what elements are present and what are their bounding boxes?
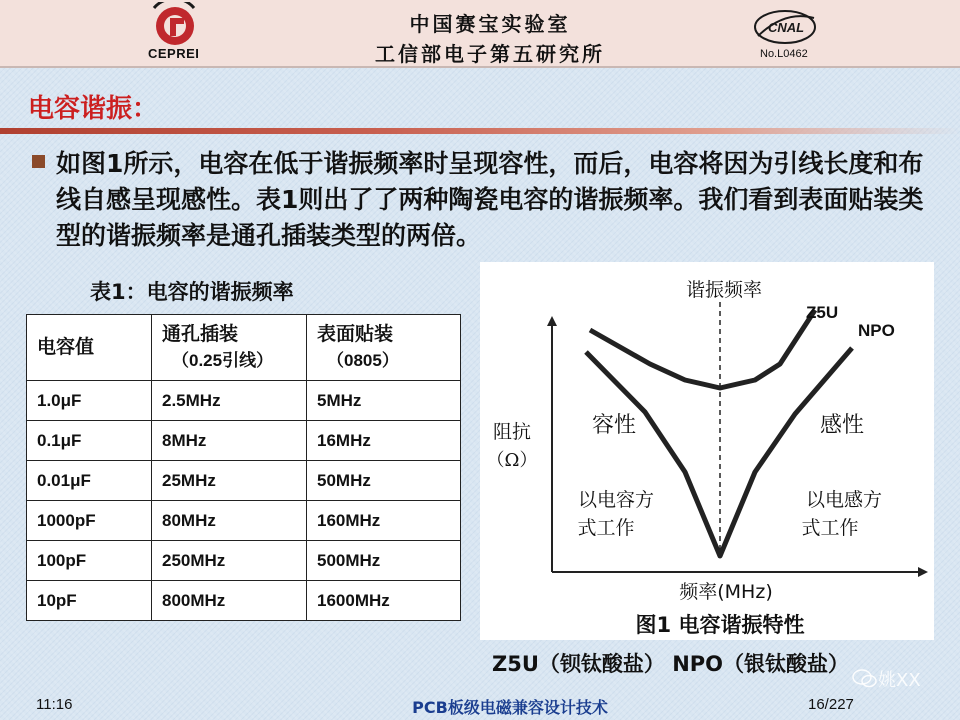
watermark-text: 姚XX [878,670,921,691]
table-row [27,461,461,501]
table-cell: 1600MHz [307,581,461,621]
table-cell: 16MHz [307,421,461,461]
slide-header [0,0,960,68]
org-name-line1: 中国赛宝实验室 [409,12,571,36]
table-caption: 表1：电容的谐振频率 [90,280,294,304]
page-number: 16/227 [808,696,854,713]
resonance-figure [480,262,934,640]
table-row [27,381,461,421]
org-name-line2: 工信部电子第五研究所 [375,42,605,66]
impedance-label: 阻抗 [492,421,532,443]
table-cell: 0.01μF [27,461,152,501]
npo-label: NPO [858,321,895,340]
capacitive-desc-line2: 式工作 [577,517,635,539]
z5u-curve [590,310,815,388]
table-cell: 25MHz [152,461,307,501]
inductive-label: 感性 [819,413,865,438]
table-cell: 100pF [27,541,152,581]
footer-title: PCB板级电磁兼容设计技术 [412,698,608,717]
table-cell: 800MHz [152,581,307,621]
capacitive-label: 容性 [591,413,637,438]
capacitive-desc-line1: 以电容方 [577,489,655,511]
table-cell: 10pF [27,581,152,621]
table-cell: 250MHz [152,541,307,581]
resonance-freq-label: 谐振频率 [685,279,763,301]
wechat-icon [852,668,878,690]
cnal-logo-text: No.L0462 [760,48,808,60]
slide-footer [0,690,960,720]
table-cell: 160MHz [307,501,461,541]
table-header-cell: 电容值 [27,315,152,381]
table-cell: 0.1μF [27,421,152,461]
slide-title: 电容谐振： [28,94,159,124]
table-row [27,581,461,621]
frequency-axis-label: 频率(MHz) [679,581,773,603]
bullet-paragraph: 如图1所示，电容在低于谐振频率时呈现容性，而后，电容将因为引线长度和布线自感呈现感性。表1则出了了两种陶瓷电容的谐振频率。我们看到表面贴装类型的谐振频率是通孔插装类型的两倍。 [56,149,924,250]
impedance-unit-label: （Ω） [486,450,538,471]
figure-caption: 图1 电容谐振特性 [635,613,805,637]
resonance-diagram [480,262,934,640]
table-cell: 1000pF [27,501,152,541]
table-header-cell: 通孔插装 （0.25引线） [152,315,307,381]
table-cell: 5MHz [307,381,461,421]
table-cell: 1.0μF [27,381,152,421]
table-header-cell: 表面贴装 （0805） [307,315,461,381]
table-cell: 500MHz [307,541,461,581]
table-cell: 2.5MHz [152,381,307,421]
table-cell: 50MHz [307,461,461,501]
ceprei-logo-text: CEPREI [148,46,200,61]
table-row [27,541,461,581]
bullet-square-icon [32,155,45,168]
table-row [27,421,461,461]
table-header-row [27,315,461,381]
footer-time: 11:16 [36,696,73,713]
table-cell: 8MHz [152,421,307,461]
cnal-logo-mark: CNAL [767,20,805,35]
dielectric-note: Z5U（钡钛酸盐） NPO（银钛酸盐） [492,652,850,676]
inductive-desc-line1: 以电感方 [805,489,883,511]
title-divider [0,128,960,134]
table-row [27,501,461,541]
z5u-label: Z5U [806,303,839,322]
resonance-table [26,314,461,621]
cnal-logo [750,6,820,48]
inductive-desc-line2: 式工作 [801,517,859,539]
table-cell: 80MHz [152,501,307,541]
